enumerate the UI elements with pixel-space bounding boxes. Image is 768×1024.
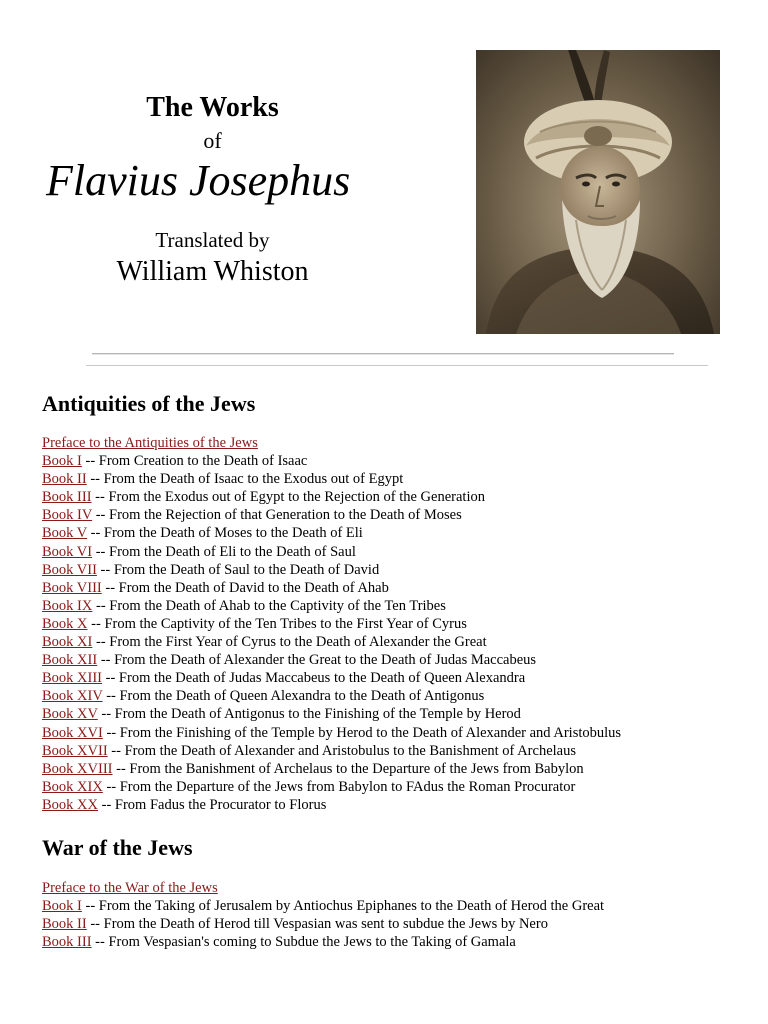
book-link[interactable]: Book XIX <box>42 778 103 795</box>
preface-link-war[interactable]: Preface to the War of the Jews <box>42 880 218 896</box>
book-description: -- From the Exodus out of Egypt to the Rejection of the Generation <box>91 489 485 506</box>
josephus-portrait-image <box>476 50 720 334</box>
divider-rule-secondary <box>86 365 708 366</box>
preface-link-antiquities[interactable]: Preface to the Antiquities of the Jews <box>42 435 258 451</box>
list-item <box>42 488 621 506</box>
book-description: -- From the First Year of Cyrus to the Death of Alexander the Great <box>92 634 487 651</box>
book-link[interactable]: Book X <box>42 615 88 632</box>
list-item <box>42 452 621 470</box>
book-link[interactable]: Book XV <box>42 706 98 723</box>
book-description: -- From the Death of Alexander the Great to the Death of Judas Maccabeus <box>97 652 537 669</box>
section-heading-antiquities: Antiquities of the Jews <box>42 391 256 416</box>
book-link[interactable]: Book VIII <box>42 579 102 596</box>
book-link[interactable]: Book II <box>42 471 87 488</box>
book-description: -- From the Death of Alexander and Aristobulus to the Banishment of Archelaus <box>107 742 576 759</box>
toc-list-war <box>42 879 604 951</box>
book-description: -- From the Death of Queen Alexandra to the Death of Antigonus <box>102 688 485 705</box>
section-heading-war: War of the Jews <box>42 835 193 860</box>
book-description: -- From Vespasian's coming to Subdue the Jews to the Taking of Gamala <box>91 934 516 951</box>
list-item <box>42 760 621 778</box>
book-link[interactable]: Book III <box>42 489 92 506</box>
book-description: -- From the Death of Moses to the Death of Eli <box>87 525 363 542</box>
list-item <box>42 633 621 651</box>
book-link[interactable]: Book I <box>42 898 82 915</box>
book-description: -- From the Captivity of the Ten Tribes to the First Year of Cyrus <box>87 615 467 632</box>
toc-list-antiquities <box>42 434 621 814</box>
list-item <box>42 543 621 561</box>
book-link[interactable]: Book IX <box>42 597 93 614</box>
book-description: -- From the Death of Judas Maccabeus to the Death of Queen Alexandra <box>102 670 526 687</box>
list-item <box>42 724 621 742</box>
book-link[interactable]: Book XIII <box>42 670 103 687</box>
book-description: -- From the Death of Antigonus to the Finishing of the Temple by Herod <box>97 706 521 723</box>
book-description: -- From the Death of Isaac to the Exodus out of Egypt <box>86 471 404 488</box>
list-item <box>42 933 604 951</box>
list-item <box>42 524 621 542</box>
book-link[interactable]: Book XVII <box>42 742 108 759</box>
list-item <box>42 796 621 814</box>
title-the-works: The Works <box>146 92 279 123</box>
title-block <box>0 0 768 345</box>
book-link[interactable]: Book VII <box>42 561 97 578</box>
book-description: -- From Fadus the Procurator to Florus <box>98 796 327 813</box>
list-item <box>42 669 621 687</box>
list-item <box>42 561 621 579</box>
translated-by-label: Translated by <box>155 228 270 252</box>
book-link[interactable]: Book VI <box>42 543 93 560</box>
book-link[interactable]: Book XVIII <box>42 760 113 777</box>
list-item <box>42 434 621 452</box>
list-item <box>42 615 621 633</box>
translator-name: William Whiston <box>116 256 309 287</box>
book-link[interactable]: Book XIV <box>42 688 103 705</box>
list-item <box>42 879 604 897</box>
book-description: -- From the Death of Ahab to the Captivity of the Ten Tribes <box>92 597 446 614</box>
book-link[interactable]: Book I <box>42 453 82 470</box>
title-of: of <box>203 128 222 153</box>
divider-rule <box>92 353 674 355</box>
book-description: -- From the Death of David to the Death of Ahab <box>101 579 389 596</box>
book-link[interactable]: Book XX <box>42 796 98 813</box>
list-item <box>42 687 621 705</box>
book-description: -- From the Taking of Jerusalem by Antiochus Epiphanes to the Death of Herod the Great <box>81 898 605 915</box>
book-description: -- From the Death of Herod till Vespasian was sent to subdue the Jews by Nero <box>86 916 548 933</box>
book-link[interactable]: Book XVI <box>42 724 103 741</box>
list-item <box>42 470 621 488</box>
list-item <box>42 651 621 669</box>
list-item <box>42 597 621 615</box>
list-item <box>42 579 621 597</box>
book-link[interactable]: Book II <box>42 916 87 933</box>
book-description: -- From the Death of Saul to the Death of David <box>96 561 380 578</box>
book-description: -- From the Rejection of that Generation to the Death of Moses <box>92 507 462 524</box>
book-link[interactable]: Book V <box>42 525 87 542</box>
list-item <box>42 897 604 915</box>
list-item <box>42 915 604 933</box>
book-link[interactable]: Book III <box>42 934 92 951</box>
list-item <box>42 778 621 796</box>
list-item <box>42 742 621 760</box>
book-description: -- From the Departure of the Jews from Babylon to FAdus the Roman Procurator <box>102 778 576 795</box>
list-item <box>42 506 621 524</box>
author-name: Flavius Josephus <box>46 156 351 205</box>
list-item <box>42 705 621 723</box>
book-link[interactable]: Book IV <box>42 507 93 524</box>
book-description: -- From the Death of Eli to the Death of Saul <box>92 543 356 560</box>
book-link[interactable]: Book XI <box>42 634 93 651</box>
book-link[interactable]: Book XII <box>42 652 98 669</box>
book-description: -- From Creation to the Death of Isaac <box>81 453 308 470</box>
book-description: -- From the Banishment of Archelaus to the Departure of the Jews from Babylon <box>112 760 584 777</box>
book-description: -- From the Finishing of the Temple by Herod to the Death of Alexander and Aristobulus <box>102 724 622 741</box>
